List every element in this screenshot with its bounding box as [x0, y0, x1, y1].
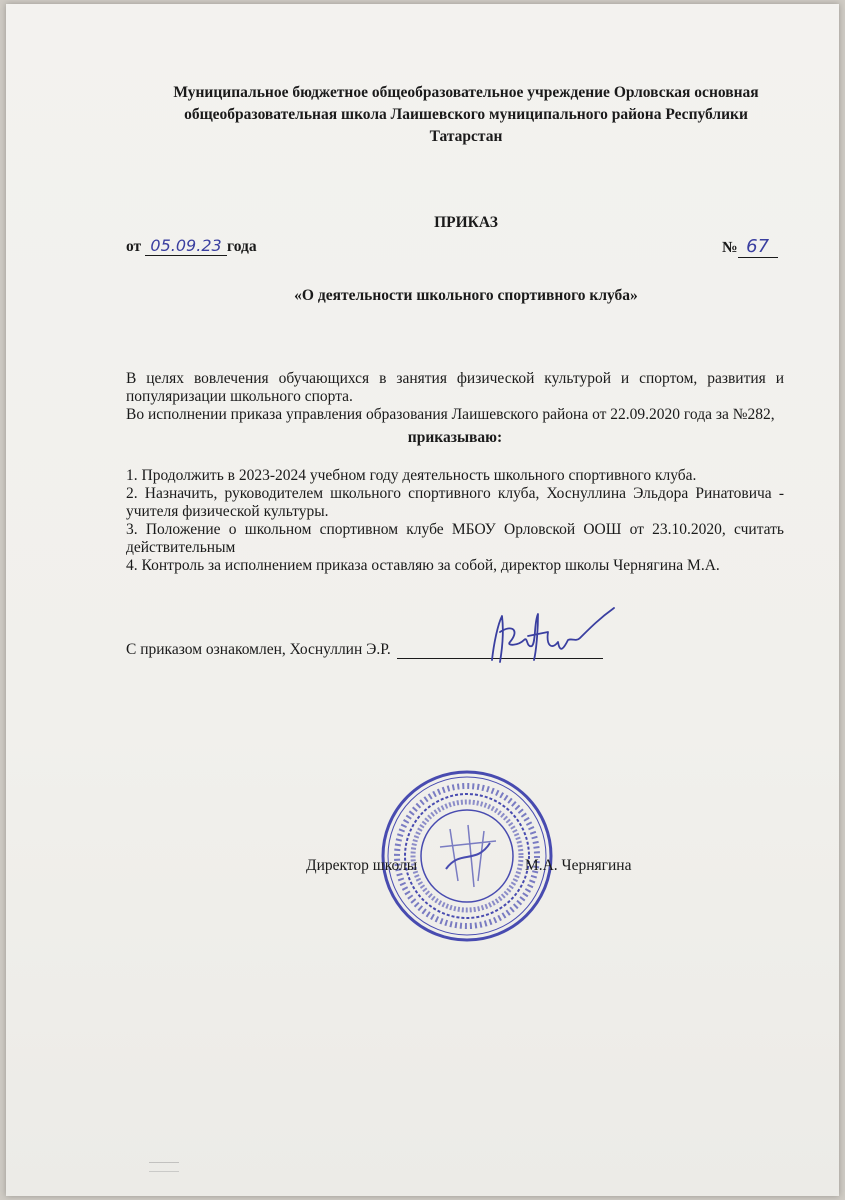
order-number-line — [722, 236, 778, 258]
director-signature-line — [306, 857, 631, 875]
header-line-3: Татарстан — [429, 128, 503, 145]
director-name: М.А. Чернягина — [524, 857, 632, 874]
handwritten-signature — [472, 602, 622, 672]
header-line-1: Муниципальное бюджетное общеобразовательное учреждение Орловская основная — [173, 84, 759, 101]
date-suffix: года — [227, 238, 257, 255]
order-item-3: 3. Положение о школьном спортивном клубе МБОУ Орловской ООШ от 23.10.2020, считать действительным — [126, 521, 784, 556]
body-paragraph-1: В целях вовлечения обучающихся в занятия физической культурой и спортом, развития и популяризации школьного спорта. — [126, 370, 784, 405]
institution-header — [116, 82, 816, 148]
body-paragraph-2: Во исполнении приказа управления образования Лаишевского района от 22.09.2020 года за №282, — [126, 406, 775, 423]
date-line — [126, 236, 257, 256]
order-subject: «О деятельности школьного спортивного клуба» — [294, 287, 638, 304]
document-page — [6, 4, 839, 1196]
document-title: ПРИКАЗ — [434, 214, 498, 231]
director-title: Директор школы — [306, 857, 418, 874]
header-line-2: общеобразовательная школа Лаишевского муниципального района Республики — [184, 106, 748, 123]
acknowledgement-text: С приказом ознакомлен, Хоснуллин Э.Р. — [126, 641, 391, 658]
paper-smudge — [149, 1162, 179, 1172]
order-item-1: 1. Продолжить в 2023-2024 учебном году деятельность школьного спортивного клуба. — [126, 467, 697, 484]
number-value: 67 — [738, 236, 778, 258]
number-prefix: № — [722, 239, 738, 256]
order-item-4: 4. Контроль за исполнением приказа оставляю за собой, директор школы Чернягина М.А. — [126, 557, 720, 574]
order-body — [126, 370, 784, 575]
order-word: приказываю: — [407, 429, 503, 446]
date-prefix: от — [126, 238, 142, 255]
date-value: 05.09.23 — [145, 236, 227, 256]
order-item-2: 2. Назначить, руководителем школьного спортивного клуба, Хоснуллина Эльдора Ринатовича - учителя физической культуры. — [126, 485, 784, 520]
